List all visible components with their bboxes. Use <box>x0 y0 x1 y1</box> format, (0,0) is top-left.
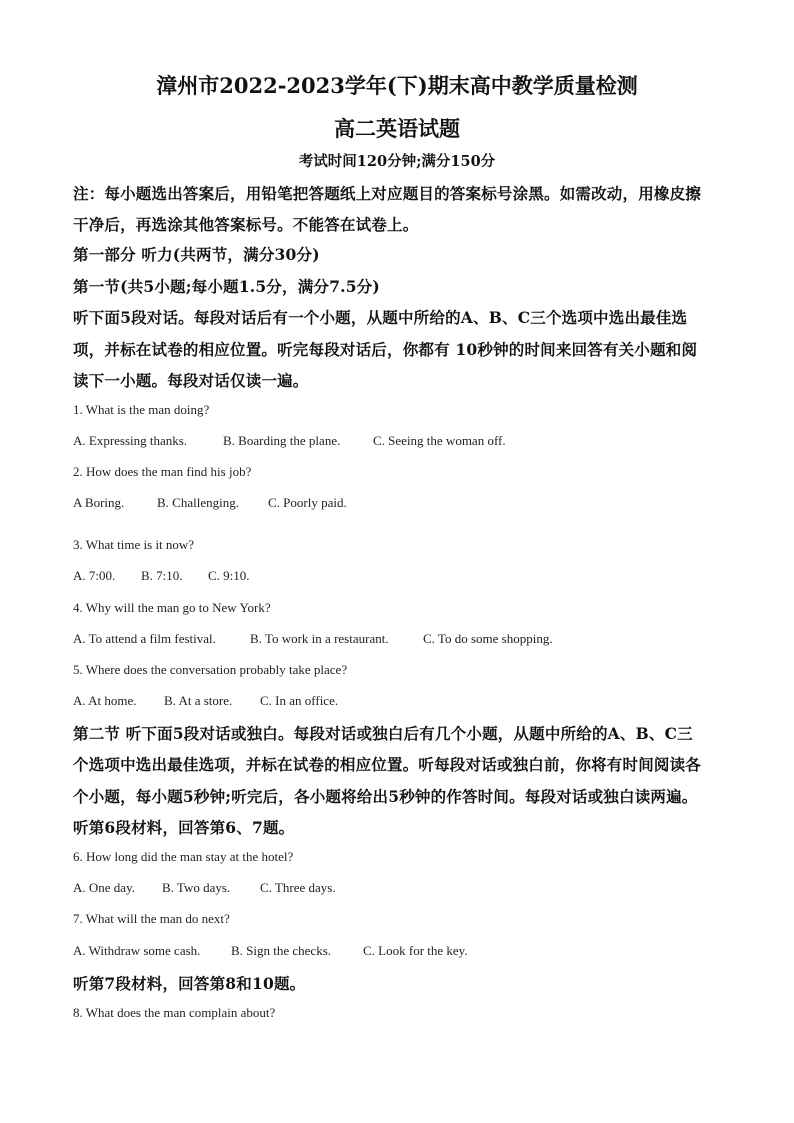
option-a: A. One day. <box>73 880 135 895</box>
question-2-stem: 2. How does the man find his job? <box>73 464 252 479</box>
option-c: C. In an office. <box>260 693 339 708</box>
section1-heading: 第一节(共5小题;每小题1.5分，满分7.5分) <box>73 277 380 296</box>
question-7-options <box>73 943 468 959</box>
section1-directions-2: 项，并标在试卷的相应位置。听完每段对话后，你都有 10秒钟的时间来回答有关小题和阅 <box>73 340 698 359</box>
question-3-stem: 3. What time is it now? <box>73 537 195 552</box>
section1-directions-3: 读下一小题。每段对话仅读一遍。 <box>73 371 309 390</box>
option-c: C. Three days. <box>260 880 336 895</box>
option-b: B. To work in a restaurant. <box>250 631 389 646</box>
option-c: C. Seeing the woman off. <box>373 433 506 448</box>
question-2-options <box>73 495 347 511</box>
note-line-1: 注：每小题选出答案后，用铅笔把答题纸上对应题目的答案标号涂黑。如需改动，用橡皮擦 <box>73 184 702 203</box>
option-b: B. Challenging. <box>157 495 239 510</box>
part1-heading: 第一部分 听力(共两节，满分30分) <box>73 245 320 264</box>
question-7-stem: 7. What will the man do next? <box>73 911 230 926</box>
option-c: C. Look for the key. <box>363 943 468 958</box>
question-6-options <box>73 880 336 896</box>
option-b: B. At a store. <box>164 693 233 708</box>
option-a: A. 7:00. <box>73 568 116 583</box>
option-c: C. 9:10. <box>208 568 250 583</box>
question-1-options <box>73 433 506 449</box>
question-5-stem: 5. Where does the conversation probably take place? <box>73 662 348 677</box>
option-c: C. To do some shopping. <box>423 631 553 646</box>
question-4-options <box>73 631 553 647</box>
exam-title: 漳州市2022-2023学年(下)期末高中教学质量检测 <box>156 73 638 98</box>
option-b: B. Two days. <box>162 880 231 895</box>
option-a: A. To attend a film festival. <box>73 631 216 646</box>
question-3-options <box>73 568 250 584</box>
question-8-stem: 8. What does the man complain about? <box>73 1005 276 1020</box>
note-line-2: 干净后，再选涂其他答案标号。不能答在试卷上。 <box>73 215 419 234</box>
question-1-stem: 1. What is the man doing? <box>73 402 210 417</box>
question-4-stem: 4. Why will the man go to New York? <box>73 600 271 615</box>
section1-directions-1: 听下面5段对话。每段对话后有一个小题，从题中所给的A、B、C三个选项中选出最佳选 <box>73 308 688 327</box>
option-b: B. Boarding the plane. <box>223 433 341 448</box>
option-b: B. Sign the checks. <box>231 943 332 958</box>
section2-directions-3: 个小题，每小题5秒钟;听完后，各小题将给出5秒钟的作答时间。每段对话或独白读两遍。 <box>73 787 698 806</box>
exam-subtitle: 高二英语试题 <box>334 116 460 141</box>
section2-directions-2: 个选项中选出最佳选项，并标在试卷的相应位置。听每段对话或独白前，你将有时间阅读各 <box>73 755 702 774</box>
option-c: C. Poorly paid. <box>268 495 347 510</box>
material-7-heading: 听第7段材料，回答第8和10题。 <box>73 974 306 993</box>
section2-directions-1: 第二节 听下面5段对话或独白。每段对话或独白后有几个小题，从题中所给的A、B、C三 <box>73 724 693 743</box>
option-b: B. 7:10. <box>141 568 183 583</box>
question-6-stem: 6. How long did the man stay at the hotel? <box>73 849 294 864</box>
exam-info: 考试时间120分钟;满分150分 <box>298 153 496 170</box>
option-a: A. Expressing thanks. <box>73 433 188 448</box>
question-5-options <box>73 693 338 709</box>
option-a: A. At home. <box>73 693 137 708</box>
option-a: A. Withdraw some cash. <box>73 943 201 958</box>
option-a: A Boring. <box>73 495 125 510</box>
material-6-heading: 听第6段材料，回答第6、7题。 <box>73 818 295 837</box>
